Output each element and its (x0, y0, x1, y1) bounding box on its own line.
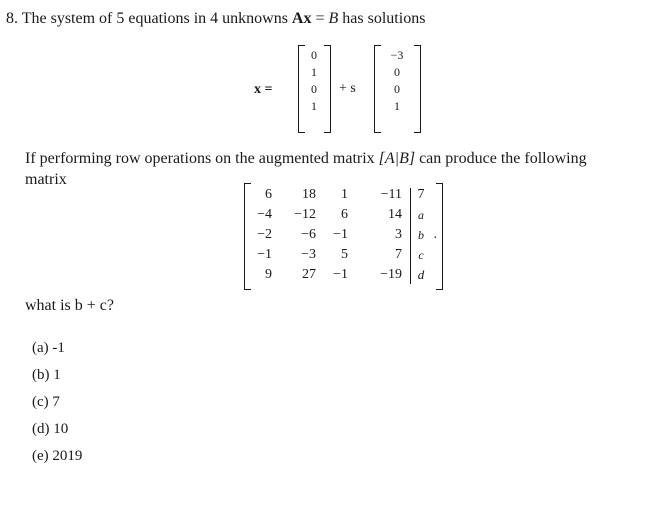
matrix-right-bracket (436, 183, 443, 290)
choice-label: (a) (32, 340, 49, 356)
matrix-row (250, 185, 436, 205)
vector2-entry: −3 (390, 48, 404, 62)
matrix-cell: −3 (301, 247, 316, 262)
matrix-cell: d (417, 267, 425, 282)
choice-e[interactable] (32, 448, 82, 465)
choice-value: 7 (52, 394, 60, 410)
choice-label: (d) (32, 421, 50, 437)
matrix-cell: 27 (302, 267, 316, 282)
choice-label: (c) (32, 394, 49, 410)
matrix-cell: a (418, 208, 424, 222)
matrix-cell: 7 (395, 247, 402, 262)
matrix-period: . (433, 227, 437, 242)
vector1-entry: 0 (311, 48, 317, 62)
vector1-entry: 1 (311, 65, 317, 79)
choice-d[interactable] (32, 421, 68, 438)
plus-s: + s (339, 81, 356, 96)
choice-value: 1 (53, 367, 61, 383)
vector1-right-bracket (324, 45, 331, 133)
vector2-entry: 0 (394, 65, 400, 79)
choice-c[interactable] (32, 394, 60, 411)
matrix-cell: 9 (265, 267, 272, 282)
matrix-cell: 6 (341, 207, 348, 222)
augmented-matrix-notation: [A|B] (378, 150, 416, 167)
row-ops-text: If performing row operations on the augmented matrix [A|B] can produce the following (25, 150, 587, 167)
matrix-row (250, 205, 436, 225)
matrix-cell: c (418, 248, 424, 262)
vector1-entry: 1 (311, 99, 317, 113)
matrix-cell: 3 (395, 227, 402, 242)
problem-statement (6, 10, 425, 28)
matrix-cell: 6 (265, 187, 272, 202)
matrix-cell: b (418, 228, 424, 242)
equation-rhs: B (328, 10, 339, 27)
matrix-cell: 14 (388, 207, 402, 222)
vector1 (304, 47, 324, 115)
choice-b[interactable] (32, 367, 61, 384)
matrix-cell: −12 (294, 207, 316, 222)
matrix-cell: −2 (257, 227, 272, 242)
choice-value: 2019 (52, 448, 83, 464)
matrix-cell: 7 (417, 187, 425, 202)
vector2-entry: 0 (394, 82, 400, 96)
matrix-cell: −6 (301, 227, 316, 242)
matrix-cell: −1 (333, 267, 348, 282)
problem-intro: The system of 5 equations in 4 unknowns (21, 10, 288, 27)
vector2 (380, 47, 414, 115)
matrix-cell: −1 (257, 247, 272, 262)
matrix-cell: 18 (302, 187, 316, 202)
choice-value: 10 (53, 421, 69, 437)
choice-label: (b) (32, 367, 50, 383)
equation-equals: = (315, 10, 325, 27)
question: what is b + c? (25, 297, 114, 314)
matrix-row (250, 225, 436, 245)
vector2-right-bracket (414, 45, 421, 133)
matrix-row (250, 265, 436, 285)
matrix-cell: −1 (333, 227, 348, 242)
matrix-cell: −19 (380, 267, 402, 282)
problem-number: 8. (6, 10, 18, 27)
matrix-cell: 1 (341, 187, 348, 202)
vector2-entry: 1 (394, 99, 400, 113)
choice-value: -1 (52, 340, 65, 356)
vector1-entry: 0 (311, 82, 317, 96)
row-ops-text-cont: matrix (25, 171, 67, 188)
matrix-row (250, 245, 436, 265)
x-label: x = (254, 82, 273, 97)
choice-label: (e) (32, 448, 49, 464)
matrix-cell: 5 (341, 247, 348, 262)
matrix-cell: −4 (257, 207, 272, 222)
choice-a[interactable] (32, 340, 65, 357)
problem-intro-end: has solutions (342, 10, 426, 27)
equation-lhs: Ax (291, 10, 312, 27)
matrix-cell: −11 (380, 187, 402, 202)
augmented-matrix (250, 185, 436, 285)
